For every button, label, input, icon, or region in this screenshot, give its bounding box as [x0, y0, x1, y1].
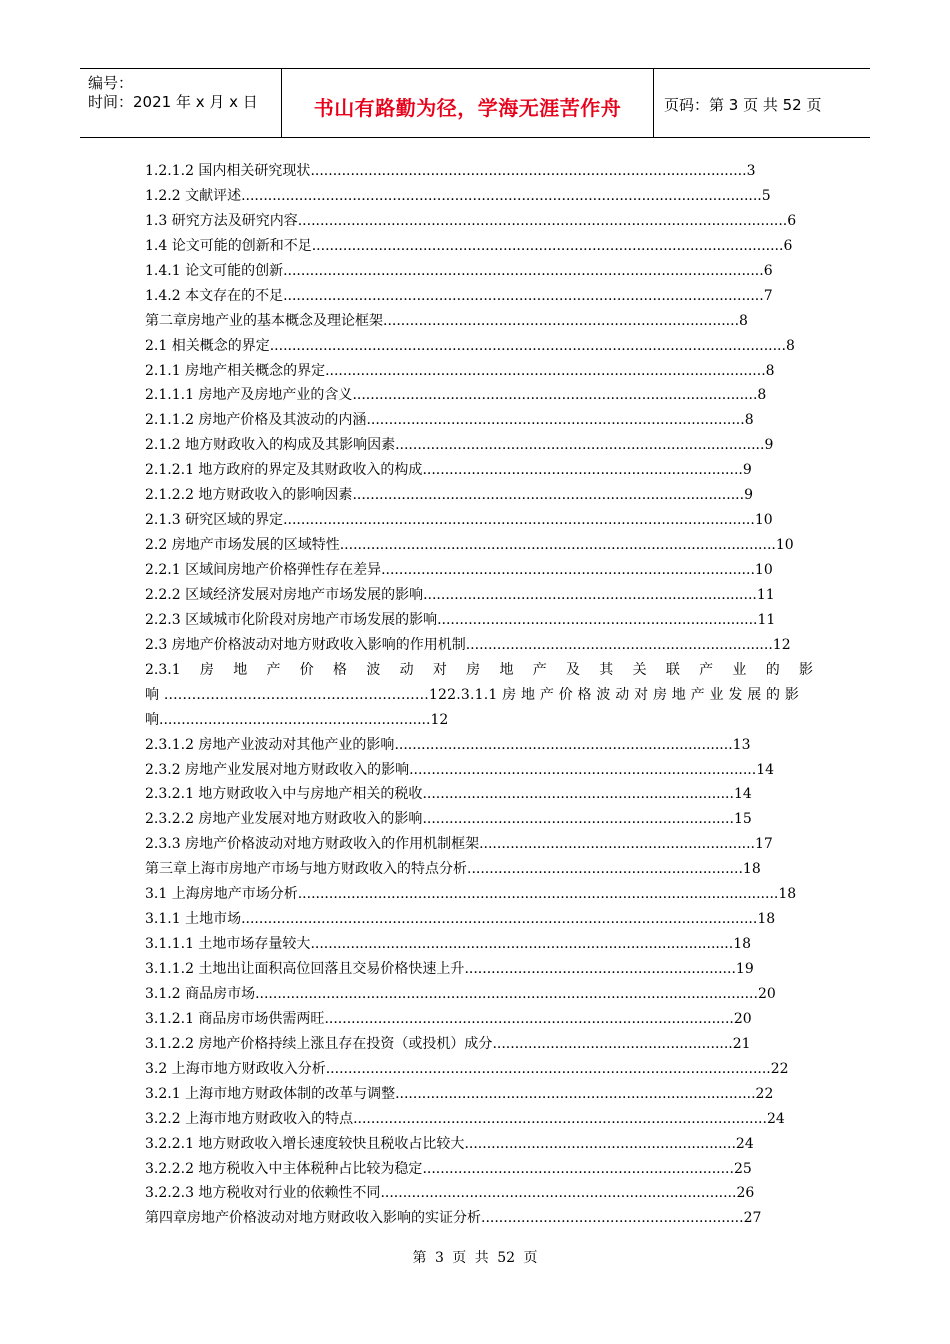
toc-entry-page: 10: [754, 562, 773, 578]
toc-wrapped-word: 2.3.1: [145, 661, 181, 678]
toc-entry[interactable]: [145, 483, 813, 508]
toc-entry-title: 2.1.2.2 地方财政收入的影响因素: [145, 487, 353, 504]
toc-entry-title: 第三章上海市房地产市场与地方财政收入的特点分析: [145, 861, 467, 878]
toc-dot-leader: ..........................................................................................................: [311, 237, 784, 254]
toc-dot-leader: ......................................................................: [422, 811, 734, 828]
toc-wrapped-word: 价: [299, 661, 314, 678]
toc-dot-leader: ........................................................................: [437, 611, 758, 628]
toc-dot-leader: .....................................................................................: [366, 412, 745, 429]
toc-entry-title: 3.1.2.2 房地产价格持续上涨且存在投资（或投机）成分: [145, 1035, 493, 1052]
header-middle-cell: [282, 69, 654, 137]
toc-entry-title: 3.2.2.2 地方税收入中主体税种占比较为稳定: [145, 1160, 423, 1177]
toc-entry[interactable]: [145, 209, 813, 234]
toc-entry[interactable]: [145, 1206, 813, 1231]
toc-entry-title: 3.2.2.3 地方税收对行业的依赖性不同: [145, 1185, 381, 1202]
toc-entry-title: 2.3.1.2 房地产业波动对其他产业的影响: [145, 736, 395, 753]
toc-entry-title: 3.1.1.2 土地出让面积高位回落且交易价格快速上升: [145, 961, 465, 977]
toc-entry-title: 2.1.2 地方财政收入的构成及其影响因素: [145, 437, 396, 454]
toc-entry-title: 2.1.3 研究区域的界定: [145, 512, 284, 529]
toc-entry[interactable]: [145, 982, 813, 1007]
toc-wrapped-word: 房: [466, 661, 481, 678]
toc-entry-page: 20: [757, 985, 776, 1002]
toc-entry[interactable]: [145, 234, 813, 259]
toc-wrapped-word: 地: [499, 661, 514, 678]
toc-entry-title: 第四章房地产价格波动对地方财政收入影响的实证分析: [145, 1210, 481, 1227]
toc-wrapped-word: 格: [333, 661, 348, 678]
toc-dot-leader: ..............................................................: [467, 861, 743, 878]
toc-entry[interactable]: [145, 1007, 813, 1032]
toc-entry-page: 19: [735, 961, 754, 977]
toc-wrapped-line-1: [145, 658, 813, 683]
toc-wrapped-word: 的: [765, 661, 780, 678]
header-page-info: 页码：第 3 页 共 52 页: [664, 96, 822, 114]
toc-entry-title: 2.1.2.1 地方政府的界定及其财政收入的构成: [145, 462, 423, 479]
toc-entry-page: 9: [764, 437, 774, 454]
toc-dot-leader: ..............................................................................................................: [297, 212, 788, 229]
toc-entry[interactable]: [145, 807, 813, 832]
toc-dot-leader: ............................................................................................................: [283, 262, 764, 279]
toc-entry[interactable]: [145, 1082, 813, 1107]
toc-entry[interactable]: [145, 383, 813, 408]
toc-entry[interactable]: [145, 857, 813, 882]
toc-entry[interactable]: [145, 359, 813, 384]
toc-dot-leader: ........................................................................: [422, 462, 743, 479]
toc-entry-title: 2.2.3 区域城市化阶段对房地产市场发展的影响: [145, 611, 438, 628]
toc-entry-page: 6: [783, 237, 793, 254]
toc-entry-title: 2.1 相关概念的界定: [145, 337, 270, 354]
toc-dot-leader: ............................................................................: [394, 736, 733, 753]
toc-dot-leader: ...................................................................................: [395, 437, 765, 454]
toc-entry-page: 6: [763, 262, 773, 279]
toc-dot-leader: ...........................................................................: [423, 586, 757, 603]
toc-entry-title: 1.4.1 论文可能的创新: [145, 262, 284, 279]
toc-wrapped-word: 其: [599, 661, 614, 678]
toc-entry[interactable]: [145, 733, 813, 758]
toc-entry[interactable]: [145, 458, 813, 483]
page-header: [80, 68, 870, 138]
toc-dot-leader: ..................................................................................................: [310, 163, 747, 179]
toc-wrapped-word: 产: [532, 661, 547, 678]
toc-entry-title: 2.1.1 房地产相关概念的界定: [145, 362, 326, 379]
toc-dot-leader: ..................................................................................................: [339, 537, 776, 554]
toc-entry-title: 3.2.2.1 地方财政收入增长速度较快且税收占比较大: [145, 1135, 465, 1152]
toc-entry-title: 2.1.1.1 房地产及房地产业的含义: [145, 387, 353, 404]
toc-entry-title: 1.2.2 文献评述: [145, 187, 242, 204]
toc-entry-title: 2.1.1.2 房地产价格及其波动的内涵: [145, 412, 367, 429]
toc-entry-title: 3.2.2 上海市地方财政收入的特点: [145, 1110, 354, 1127]
toc-entry-page: 8: [739, 312, 748, 329]
toc-wrapped-word: 波: [366, 661, 381, 678]
toc-entry-page: 8: [765, 362, 775, 379]
toc-entry-page: 26: [736, 1185, 755, 1202]
toc-entry-page: 18: [742, 861, 761, 878]
toc-entry-page: 11: [757, 611, 776, 628]
header-motto: 书山有路勤为径，学海无涯苦作舟: [313, 96, 622, 120]
toc-entry[interactable]: [145, 433, 813, 458]
toc-entry[interactable]: [145, 159, 813, 184]
table-of-contents: [145, 159, 813, 1231]
toc-entry-page: 18: [757, 911, 776, 928]
toc-wrapped-word: 产: [699, 661, 714, 678]
toc-dot-leader: ......................................................................: [422, 786, 734, 803]
toc-entry[interactable]: [145, 309, 813, 334]
toc-entry-title: 1.2.1.2 国内相关研究现状: [145, 163, 311, 179]
toc-entry-page: 12: [772, 636, 791, 653]
toc-entry-title: 1.3 研究方法及研究内容: [145, 212, 298, 229]
toc-wrapped-word: 业: [732, 661, 747, 678]
toc-entry[interactable]: [145, 334, 813, 359]
toc-dot-leader: ....................................................................................: [381, 562, 755, 578]
toc-dot-leader: ..............................................................: [479, 836, 755, 853]
toc-entry-page: 3: [746, 163, 756, 179]
toc-entry-title: 2.3.3 房地产价格波动对地方财政收入的作用机制框架: [145, 836, 480, 853]
toc-entry-title: 2.2.1 区域间房地产价格弹性存在差异: [145, 562, 382, 578]
toc-dot-leader: ...............................................................................................: [310, 936, 734, 953]
toc-dot-leader: ......................................................: [492, 1035, 733, 1052]
toc-wrapped-word: 动: [399, 661, 414, 678]
toc-entry[interactable]: [145, 758, 813, 783]
toc-dot-leader: ....................................................................................................................: [269, 337, 786, 354]
toc-entry-page: 5: [761, 187, 771, 204]
toc-section-2: [145, 733, 813, 1232]
toc-entry[interactable]: [145, 1157, 813, 1182]
toc-entry[interactable]: [145, 533, 813, 558]
toc-entry-title: 3.1.2.1 商品房市场供需两旺: [145, 1010, 325, 1027]
toc-entry-page: 8: [757, 387, 767, 404]
toc-wrapped-word: 关: [632, 661, 647, 678]
toc-entry-title: 3.1.2 商品房市场: [145, 985, 256, 1002]
toc-entry[interactable]: [145, 608, 813, 633]
toc-entry-page: 25: [733, 1160, 752, 1177]
toc-dot-leader: ......................................................................: [422, 1160, 734, 1177]
toc-wrapped-line-2: 响 .........................................................122.3.1.1 房 地 产 价 格 波 动 对 房 地 产 业 发 展 的 影: [145, 686, 800, 703]
toc-entry-page: 10: [754, 512, 773, 529]
toc-entry[interactable]: [145, 259, 813, 284]
toc-dot-leader: ........................................................................................: [352, 487, 745, 504]
toc-entry-title: 1.4.2 本文存在的不足: [145, 287, 284, 304]
toc-entry-title: 3.1 上海房地产市场分析: [145, 886, 298, 903]
toc-dot-leader: ............................................................................................................: [297, 886, 779, 903]
toc-entry-page: 24: [735, 1135, 754, 1152]
toc-entry-title: 2.3.2.2 房地产业发展对地方财政收入的影响: [145, 811, 423, 828]
page-footer: 第 3 页 共 52 页: [412, 1250, 538, 1266]
toc-entry-page: 18: [733, 936, 752, 953]
toc-entry-page: 22: [770, 1060, 789, 1077]
toc-entry-title: 第二章房地产业的基本概念及理论框架: [145, 312, 383, 329]
toc-dot-leader: ............................................................................................: [324, 1010, 734, 1027]
number-label: 编号：: [88, 74, 134, 92]
toc-entry[interactable]: [145, 508, 813, 533]
toc-entry[interactable]: [145, 907, 813, 932]
toc-dot-leader: ...................................................................................................: [325, 362, 766, 379]
toc-entry-title: 2.3.2 房地产业发展对地方财政收入的影响: [145, 761, 410, 778]
toc-dot-leader: ..........................................................................................................: [283, 512, 755, 529]
toc-wrapped-word: 产: [266, 661, 281, 678]
toc-entry-page: 14: [756, 761, 775, 778]
header-left-cell: [80, 69, 282, 137]
toc-wrapped-word: 及: [566, 661, 580, 678]
toc-entry[interactable]: [145, 1181, 813, 1206]
toc-dot-leader: .....................................................................................................................: [241, 187, 762, 204]
toc-entry[interactable]: [145, 184, 813, 209]
toc-entry-page: 20: [733, 1010, 752, 1027]
toc-wrapped-word: 联: [665, 661, 680, 678]
toc-entry-page: 8: [744, 412, 754, 429]
toc-entry-title: 2.2.2 区域经济发展对房地产市场发展的影响: [145, 586, 424, 603]
toc-section-1: [145, 159, 813, 658]
toc-entry-page: 8: [785, 337, 795, 354]
toc-entry-page: 18: [778, 886, 797, 903]
toc-wrapped-word: 对: [432, 661, 447, 678]
toc-entry-page: 11: [756, 586, 775, 603]
toc-entry[interactable]: [145, 408, 813, 433]
toc-dot-leader: ...........................................................................................: [352, 387, 758, 404]
toc-entry-page: 24: [766, 1110, 785, 1127]
toc-entry[interactable]: [145, 957, 813, 982]
header-right-cell: [654, 69, 870, 137]
toc-wrapped-word: 影: [798, 661, 813, 678]
toc-entry-title: 3.2.1 上海市地方财政体制的改革与调整: [145, 1085, 396, 1102]
toc-dot-leader: ............................................................................................................: [283, 287, 764, 304]
toc-entry[interactable]: [145, 932, 813, 957]
toc-entry-page: 21: [732, 1035, 751, 1052]
toc-entry-title: 3.2 上海市地方财政收入分析: [145, 1060, 326, 1077]
toc-dot-leader: ....................................................................................................: [325, 1060, 771, 1077]
toc-entry-page: 14: [733, 786, 752, 803]
toc-wrapped-entry: [145, 658, 813, 733]
toc-entry-page: 6: [787, 212, 797, 229]
toc-wrapped-line-3: 响.............................................................12: [145, 711, 449, 728]
toc-entry[interactable]: [145, 832, 813, 857]
toc-entry-page: 15: [733, 811, 752, 828]
time-label: 时间：2021 年 x 月 x 日: [88, 93, 258, 111]
toc-entry[interactable]: [145, 782, 813, 807]
toc-wrapped-word: 房: [199, 661, 214, 678]
toc-dot-leader: ................................................................................: [380, 1185, 737, 1202]
toc-dot-leader: .............................................................................................: [353, 1110, 767, 1127]
toc-dot-leader: .................................................................................................................: [255, 985, 758, 1002]
toc-entry-title: 2.2 房地产市场发展的区域特性: [145, 537, 340, 554]
toc-entry-page: 9: [742, 462, 752, 479]
toc-entry[interactable]: [145, 1107, 813, 1132]
toc-entry-title: 2.3.2.1 地方财政收入中与房地产相关的税收: [145, 786, 423, 803]
toc-entry[interactable]: [145, 1132, 813, 1157]
toc-dot-leader: .............................................................: [464, 1135, 736, 1152]
toc-entry[interactable]: [145, 1032, 813, 1057]
toc-entry-title: 3.1.1.1 土地市场存量较大: [145, 936, 311, 953]
toc-entry-title: 3.1.1 土地市场: [145, 911, 242, 928]
toc-entry-page: 27: [743, 1210, 762, 1227]
toc-dot-leader: .....................................................................: [465, 636, 773, 653]
toc-entry-page: 17: [755, 836, 773, 853]
toc-entry-page: 22: [755, 1085, 774, 1102]
toc-entry[interactable]: [145, 882, 813, 907]
toc-dot-leader: ....................................................................................................................: [241, 911, 758, 928]
toc-entry-page: 13: [732, 736, 751, 753]
toc-entry-title: 1.4 论文可能的创新和不足: [145, 237, 312, 254]
toc-dot-leader: ...........................................................: [481, 1210, 744, 1227]
toc-dot-leader: ..............................................................................: [409, 761, 757, 778]
toc-entry-page: 7: [763, 287, 773, 304]
toc-entry[interactable]: [145, 558, 813, 583]
toc-entry[interactable]: [145, 583, 813, 608]
toc-entry[interactable]: [145, 284, 813, 309]
toc-entry[interactable]: [145, 1057, 813, 1082]
toc-dot-leader: .............................................................: [464, 961, 736, 977]
toc-dot-leader: ................................................................................: [383, 312, 740, 329]
toc-wrapped-word: 地: [233, 661, 248, 678]
toc-entry-title: 2.3 房地产价格波动对地方财政收入影响的作用机制: [145, 636, 466, 653]
toc-entry-page: 9: [744, 487, 753, 504]
toc-entry-page: 10: [775, 537, 794, 554]
toc-entry[interactable]: [145, 633, 813, 658]
toc-dot-leader: .................................................................................: [395, 1085, 756, 1102]
